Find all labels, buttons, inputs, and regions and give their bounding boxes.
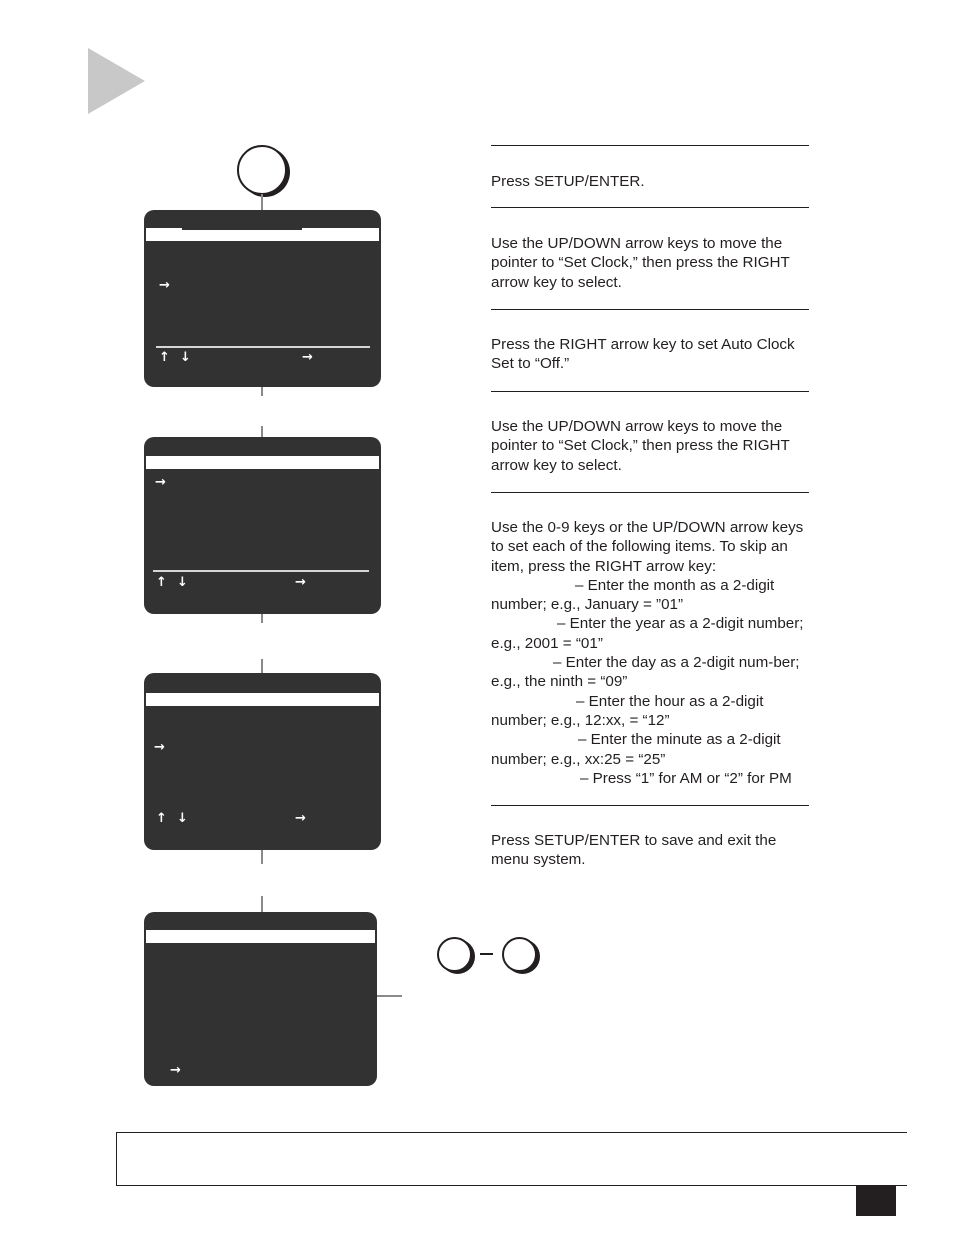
menu-highlight-bar <box>146 456 379 469</box>
connector-line <box>261 426 263 437</box>
month-item: – Enter the month as a 2-digit number; e.g., January = ”01” <box>491 576 775 614</box>
connector-line <box>261 613 263 623</box>
up-arrow-icon: ↑ <box>156 811 167 826</box>
down-arrow-icon: ↓ <box>177 811 188 826</box>
pointer-icon: → <box>155 475 166 490</box>
menu-separator <box>156 346 370 348</box>
step-divider <box>491 207 809 208</box>
footer-box <box>116 1132 907 1186</box>
down-arrow-icon: ↓ <box>177 575 188 590</box>
step-4-text: Use the UP/DOWN arrow keys to move the pointer to “Set Clock,” then press the RIGHT arrow key to select. <box>491 418 790 474</box>
step-divider <box>491 309 809 310</box>
pointer-icon: → <box>154 740 165 755</box>
pointer-icon: → <box>159 278 170 293</box>
connector-line <box>377 995 402 997</box>
step-2-text: Use the UP/DOWN arrow keys to move the pointer to “Set Clock,” then press the RIGHT arrow key to select. <box>491 235 790 291</box>
up-arrow-icon: ↑ <box>159 350 170 365</box>
menu-screen-4 <box>144 912 377 1086</box>
menu-screen-3 <box>144 673 381 850</box>
am-pm-item: – Press “1” for AM or “2” for PM <box>580 769 792 787</box>
step-divider <box>491 391 809 392</box>
zero-key-circle <box>437 937 472 972</box>
right-arrow-icon: → <box>302 350 313 365</box>
minute-item: – Enter the minute as a 2-digit number; e.g., xx:25 = “25” <box>491 731 781 768</box>
menu-highlight-bar <box>146 228 379 241</box>
step-5-intro: Use the 0-9 keys or the UP/DOWN arrow keys to set each of the following items. To skip an item, press the RIGHT arrow key: <box>491 519 804 575</box>
step-1-text: Press SETUP/ENTER. <box>491 173 645 190</box>
right-arrow-icon: → <box>295 575 306 590</box>
menu-screen-1 <box>144 210 381 387</box>
up-arrow-icon: ↑ <box>156 575 167 590</box>
step-divider <box>491 492 809 493</box>
section-marker-triangle <box>88 48 145 114</box>
step-divider <box>491 145 809 146</box>
menu-screen-2 <box>144 437 381 614</box>
pointer-icon: → <box>170 1063 181 1078</box>
step-6-text: Press SETUP/ENTER to save and exit the menu system. <box>491 832 777 869</box>
menu-highlight-bar <box>146 693 379 706</box>
step-5-block <box>491 518 806 788</box>
step-divider <box>491 805 809 806</box>
menu-highlight-bar <box>146 930 375 943</box>
page-number-box <box>856 1186 896 1216</box>
year-item: – Enter the year as a 2-digit number; e.g., 2001 = “01” <box>491 615 804 652</box>
connector-line <box>261 194 263 210</box>
connector-line <box>261 659 263 673</box>
connector-line <box>261 896 263 912</box>
hour-item: – Enter the hour as a 2-digit number; e.g., 12:xx, = “12” <box>491 692 764 729</box>
setup-button-circle <box>237 145 287 195</box>
range-dash <box>480 953 493 955</box>
connector-line <box>261 386 263 396</box>
right-arrow-icon: → <box>295 811 306 826</box>
down-arrow-icon: ↓ <box>180 350 191 365</box>
menu-separator <box>153 570 369 572</box>
nine-key-circle <box>502 937 537 972</box>
step-3-text: Press the RIGHT arrow key to set Auto Clock Set to “Off.” <box>491 336 795 373</box>
connector-line <box>261 849 263 864</box>
day-item: – Enter the day as a 2-digit num-ber; e.g., the ninth = “09” <box>491 654 800 691</box>
